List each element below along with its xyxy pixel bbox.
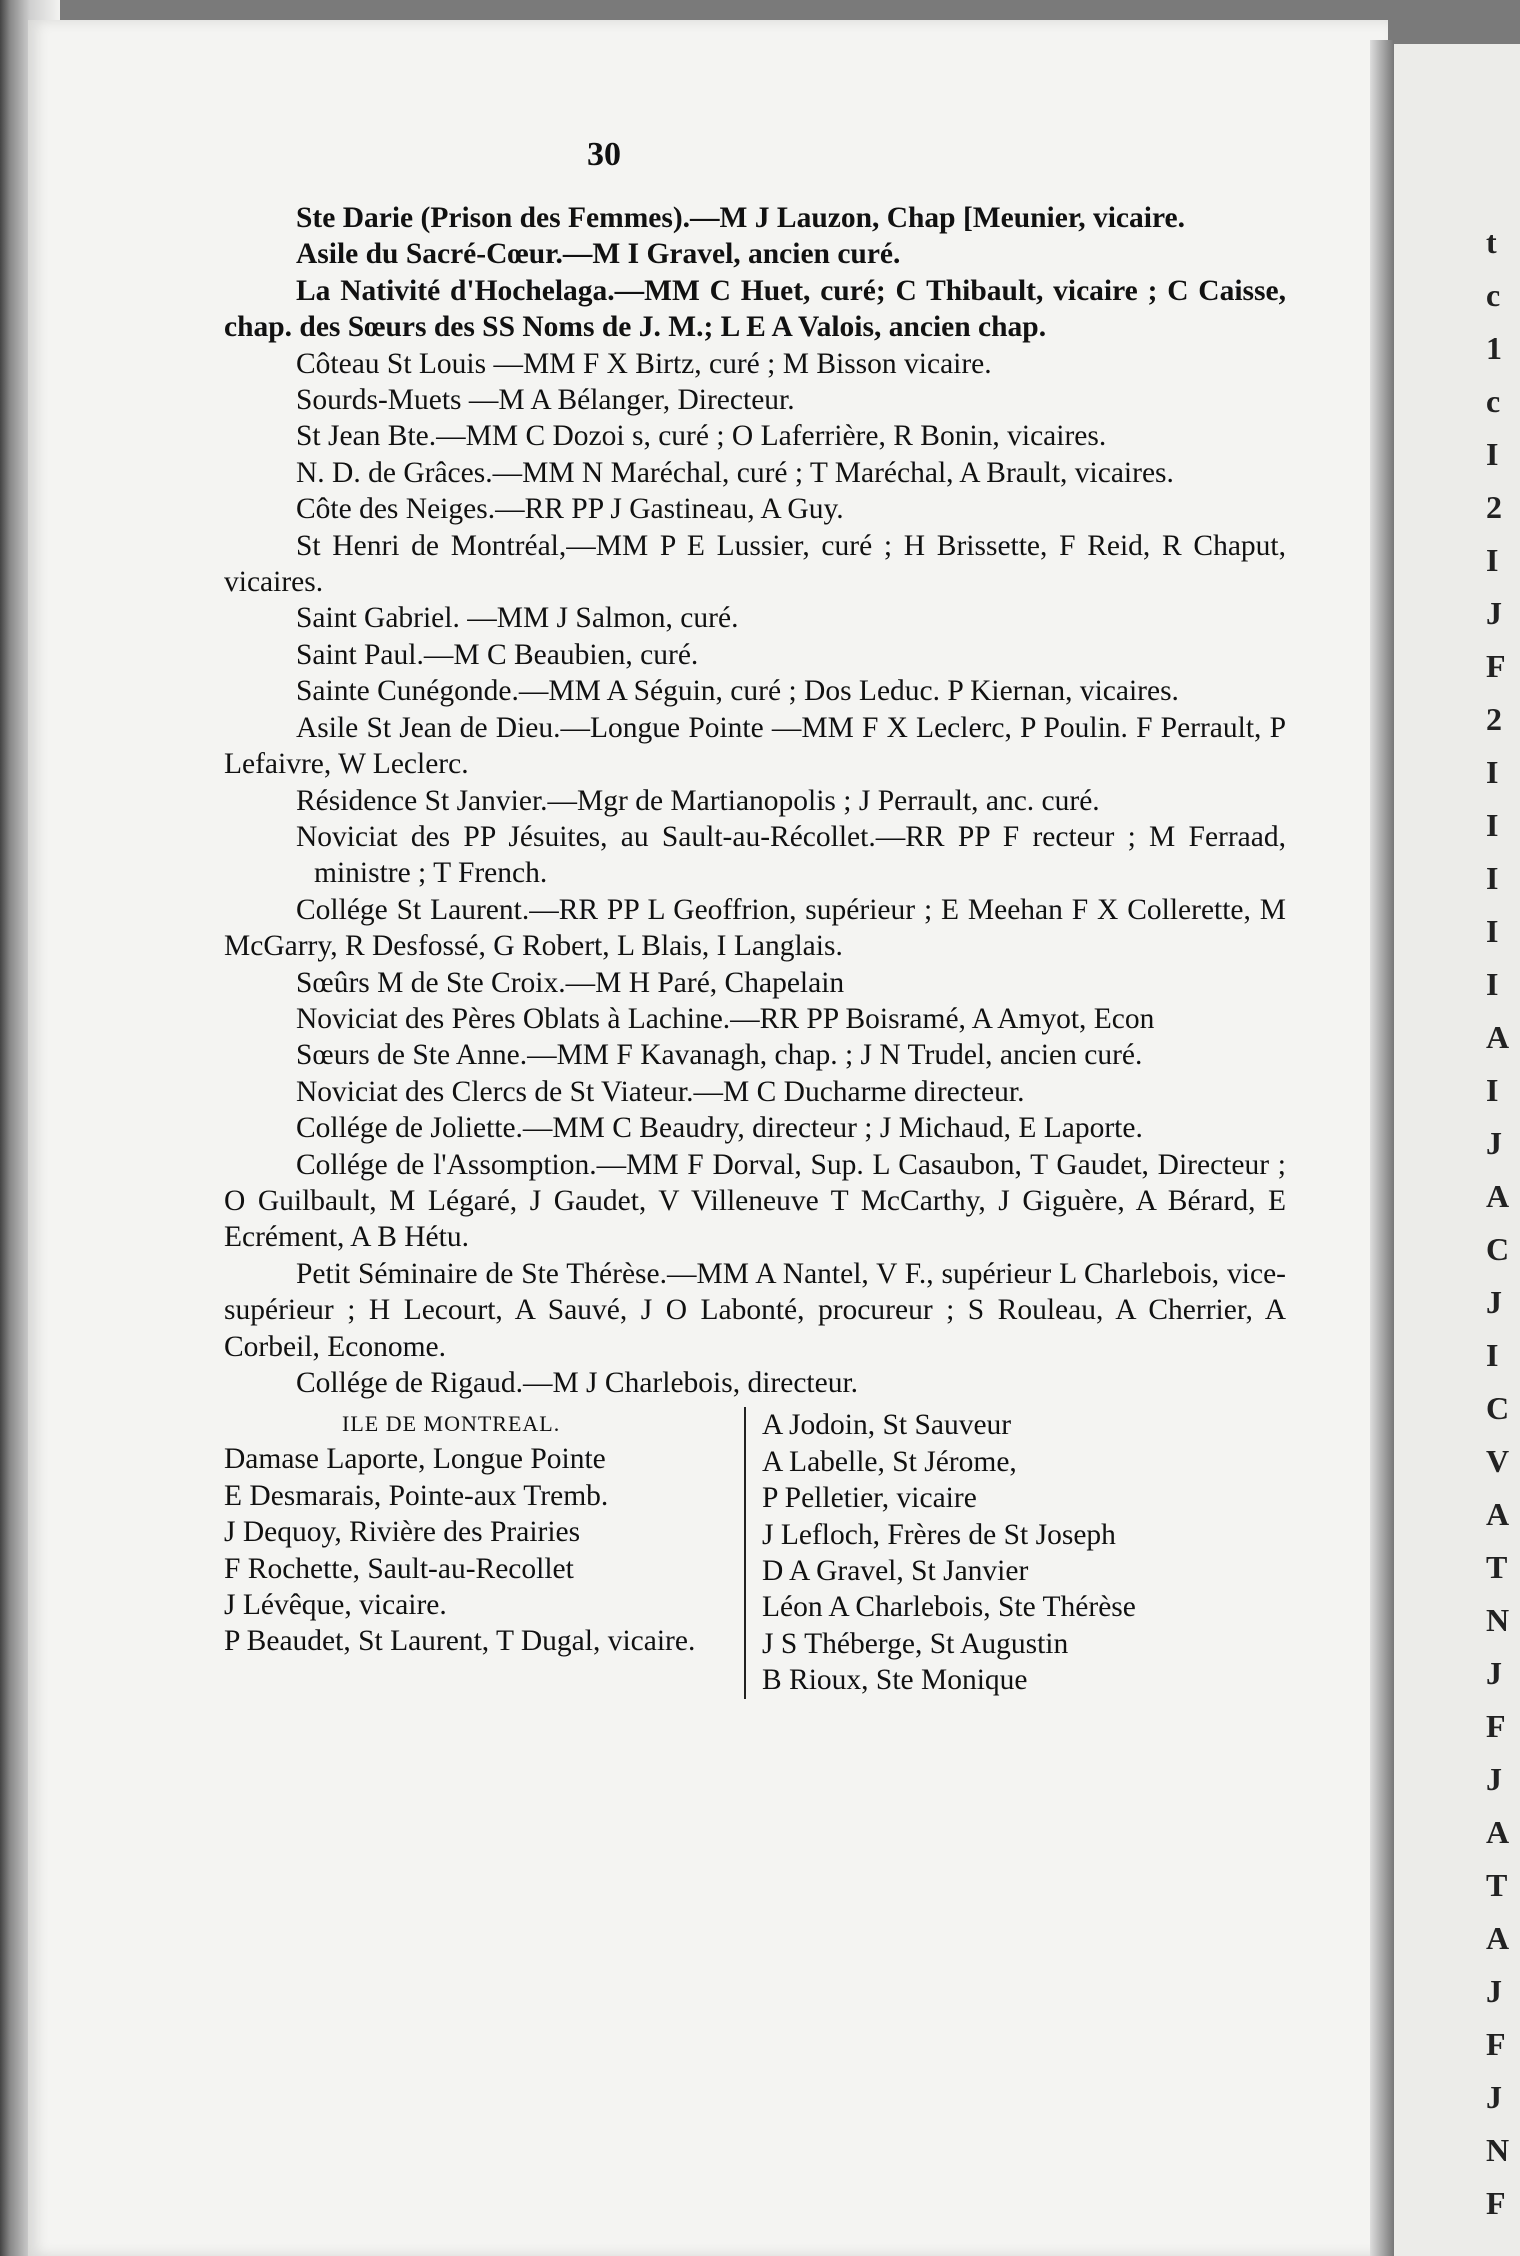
facing-page-letter: C bbox=[1486, 1231, 1510, 1267]
facing-page-letter: I bbox=[1486, 860, 1499, 896]
facing-page-letter: J bbox=[1486, 1761, 1502, 1797]
facing-page-letter: 2 bbox=[1486, 489, 1502, 525]
entry-text: La Nativité d'Hochelaga.—MM C Huet, curé; C Thibault, vicaire ; C Caisse, chap. des Sœurs des SS Noms de J. M.; L E A Valois, ancien chap. bbox=[224, 274, 1286, 344]
entry-text: Noviciat des Clercs de St Viateur.—M C Ducharme directeur. bbox=[296, 1075, 1025, 1108]
entry-text: Asile St Jean de Dieu.—Longue Pointe —MM F X Leclerc, P Poulin. F Perrault, P Lefaivre, W Leclerc. bbox=[224, 711, 1286, 781]
facing-page-letter: I bbox=[1486, 807, 1499, 843]
directory-entry bbox=[224, 1365, 1286, 1401]
facing-page-letter: I bbox=[1486, 436, 1499, 472]
facing-page-letter: N bbox=[1486, 1602, 1510, 1638]
entry-text: Côte des Neiges.—RR PP J Gastineau, A Guy. bbox=[296, 493, 844, 526]
facing-page-letter: A bbox=[1486, 1178, 1510, 1214]
facing-page-edge bbox=[1394, 44, 1520, 2256]
parish-list-item: P Beaudet, St Laurent, T Dugal, vicaire. bbox=[224, 1625, 696, 1658]
parish-list-item: A Jodoin, St Sauveur bbox=[762, 1409, 1012, 1442]
directory-entry bbox=[224, 710, 1286, 783]
entry-text: Sainte Cunégonde.—MM A Séguin, curé ; Dos Leduc. P Kiernan, vicaires. bbox=[296, 675, 1179, 708]
facing-page-letter: I bbox=[1486, 913, 1499, 949]
facing-page-letter: 1 bbox=[1486, 330, 1502, 366]
facing-page-letter: T bbox=[1486, 1867, 1508, 1903]
entry-text: Asile du Sacré-Cœur.—M I Gravel, ancien curé. bbox=[296, 238, 901, 271]
directory-entry bbox=[224, 236, 1286, 272]
facing-page-letter: I bbox=[1486, 542, 1499, 578]
directory-entry bbox=[224, 346, 1286, 382]
facing-page-letter: 2 bbox=[1486, 701, 1502, 737]
directory-entry bbox=[224, 1147, 1286, 1256]
parish-list-item: E Desmarais, Pointe-aux Tremb. bbox=[224, 1479, 609, 1512]
entry-text: St Henri de Montréal,—MM P E Lussier, curé ; H Brissette, F Reid, R Chaput, vicaires. bbox=[224, 529, 1286, 599]
entry-text: Côteau St Louis —MM F X Birtz, curé ; M Bisson vicaire. bbox=[296, 347, 992, 380]
facing-page-letter: A bbox=[1486, 1814, 1510, 1850]
directory-entry bbox=[224, 637, 1286, 673]
parish-list-item: Damase Laporte, Longue Pointe bbox=[224, 1443, 606, 1476]
parish-list-item: B Rioux, Ste Monique bbox=[762, 1664, 1028, 1697]
directory-entry bbox=[224, 892, 1286, 965]
directory-entry bbox=[224, 1110, 1286, 1146]
book-gutter bbox=[1370, 40, 1394, 2256]
facing-page-letter: F bbox=[1486, 2185, 1506, 2221]
parish-list-item: Léon A Charlebois, Ste Thérèse bbox=[762, 1591, 1136, 1624]
directory-entries bbox=[224, 200, 1286, 1401]
entry-text: Collége de l'Assomption.—MM F Dorval, Sup. L Casaubon, T Gaudet, Directeur ; O Guilbault, M Légaré, J Gaudet, V Villeneuve T McCarthy, J Giguère, A Bérard, E Ecrément, A B Hétu. bbox=[224, 1148, 1286, 1254]
directory-entry bbox=[224, 1074, 1286, 1110]
directory-entry bbox=[224, 382, 1286, 418]
facing-page-letter: I bbox=[1486, 754, 1499, 790]
facing-page-letter: J bbox=[1486, 1125, 1502, 1161]
entry-text: Résidence St Janvier.—Mgr de Martianopolis ; J Perrault, anc. curé. bbox=[296, 784, 1100, 817]
facing-page-letter: A bbox=[1486, 1019, 1510, 1055]
parish-list-item: D A Gravel, St Janvier bbox=[762, 1555, 1029, 1588]
right-column bbox=[744, 1407, 1282, 1698]
entry-text: Petit Séminaire de Ste Thérèse.—MM A Nantel, V F., supérieur L Charlebois, vice-supérieur ; H Lecourt, A Sauvé, J O Labonté, procureur ; S Rouleau, A Cherrier, A Corbeil, Econome. bbox=[224, 1257, 1286, 1363]
directory-entry bbox=[224, 600, 1286, 636]
directory-entry bbox=[224, 455, 1286, 491]
facing-page-letter: t bbox=[1486, 224, 1497, 260]
directory-entry bbox=[224, 1001, 1286, 1037]
entry-text: Saint Paul.—M C Beaubien, curé. bbox=[296, 638, 699, 671]
entry-text: Noviciat des PP Jésuites, au Sault-au-Récollet.—RR PP F recteur ; M Ferraad, ministre ; T French. bbox=[296, 820, 1286, 890]
facing-page-letter: J bbox=[1486, 1655, 1502, 1691]
entry-text: Saint Gabriel. —MM J Salmon, curé. bbox=[296, 602, 739, 635]
facing-page-letter: I bbox=[1486, 966, 1499, 1002]
parish-list-item: F Rochette, Sault-au-Recollet bbox=[224, 1552, 574, 1585]
facing-page-letter: I bbox=[1486, 1072, 1499, 1108]
entry-text: Sœurs de Ste Anne.—MM F Kavanagh, chap. ; J N Trudel, ancien curé. bbox=[296, 1039, 1143, 1072]
facing-page-letter: I bbox=[1486, 1337, 1499, 1373]
directory-entry bbox=[224, 819, 1286, 892]
entry-text: Collége St Laurent.—RR PP L Geoffrion, supérieur ; E Meehan F X Collerette, M McGarry, R Desfossé, G Robert, L Blais, I Langlais. bbox=[224, 893, 1286, 963]
entry-text: St Jean Bte.—MM C Dozoi s, curé ; O Laferrière, R Bonin, vicaires. bbox=[296, 420, 1107, 453]
facing-page-letter: J bbox=[1486, 2079, 1502, 2115]
entry-text: N. D. de Grâces.—MM N Maréchal, curé ; T Maréchal, A Brault, vicaires. bbox=[296, 456, 1174, 489]
facing-page-letter: A bbox=[1486, 1920, 1510, 1956]
parish-list-item: J S Théberge, St Augustin bbox=[762, 1627, 1069, 1660]
facing-page-letter: J bbox=[1486, 1973, 1502, 2009]
facing-page-letter: T bbox=[1486, 1549, 1508, 1585]
page-content bbox=[224, 136, 1286, 1699]
directory-entry bbox=[224, 783, 1286, 819]
directory-entry bbox=[224, 200, 1286, 236]
directory-entry bbox=[224, 528, 1286, 601]
directory-entry bbox=[224, 1037, 1286, 1073]
entry-text: Sœûrs M de Ste Croix.—M H Paré, Chapelain bbox=[296, 966, 845, 999]
directory-entry bbox=[224, 673, 1286, 709]
parish-list-item: J Dequoy, Rivière des Prairies bbox=[224, 1516, 581, 1549]
facing-page-letter: V bbox=[1486, 1443, 1510, 1479]
facing-page-letter: J bbox=[1486, 1284, 1502, 1320]
entry-text: Sourds-Muets —M A Bélanger, Directeur. bbox=[296, 384, 795, 417]
section-heading: ILE DE MONTREAL. bbox=[342, 1411, 561, 1437]
facing-page-letter: N bbox=[1486, 2132, 1510, 2168]
parish-list-item: J Lefloch, Frères de St Joseph bbox=[762, 1518, 1116, 1551]
parish-columns bbox=[224, 1407, 1286, 1698]
facing-page-letter: J bbox=[1486, 595, 1502, 631]
facing-page-letter: F bbox=[1486, 648, 1506, 684]
entry-text: Noviciat des Pères Oblats à Lachine.—RR PP Boisramé, A Amyot, Econ bbox=[296, 1002, 1155, 1035]
facing-page-letter: F bbox=[1486, 1708, 1506, 1744]
facing-page-letter: c bbox=[1486, 277, 1501, 313]
directory-entry bbox=[224, 418, 1286, 454]
directory-entry bbox=[224, 491, 1286, 527]
parish-list-item: J Lévêque, vicaire. bbox=[224, 1589, 447, 1622]
directory-entry bbox=[224, 273, 1286, 346]
entry-text: Ste Darie (Prison des Femmes).—M J Lauzon, Chap [Meunier, vicaire. bbox=[296, 202, 1185, 234]
entry-text: Collége de Joliette.—MM C Beaudry, directeur ; J Michaud, E Laporte. bbox=[296, 1112, 1143, 1145]
left-column bbox=[224, 1407, 744, 1698]
parish-list-item: A Labelle, St Jérome, bbox=[762, 1445, 1017, 1478]
directory-entry bbox=[224, 965, 1286, 1001]
directory-entry bbox=[224, 1256, 1286, 1365]
entry-text: Collége de Rigaud.—M J Charlebois, directeur. bbox=[296, 1367, 859, 1399]
facing-page-letter: c bbox=[1486, 383, 1501, 419]
facing-page-letter: F bbox=[1486, 2026, 1506, 2062]
parish-list-item: P Pelletier, vicaire bbox=[762, 1482, 977, 1515]
page-number: 30 bbox=[587, 136, 621, 173]
facing-page-letter: A bbox=[1486, 1496, 1510, 1532]
facing-page-letter: C bbox=[1486, 1390, 1510, 1426]
